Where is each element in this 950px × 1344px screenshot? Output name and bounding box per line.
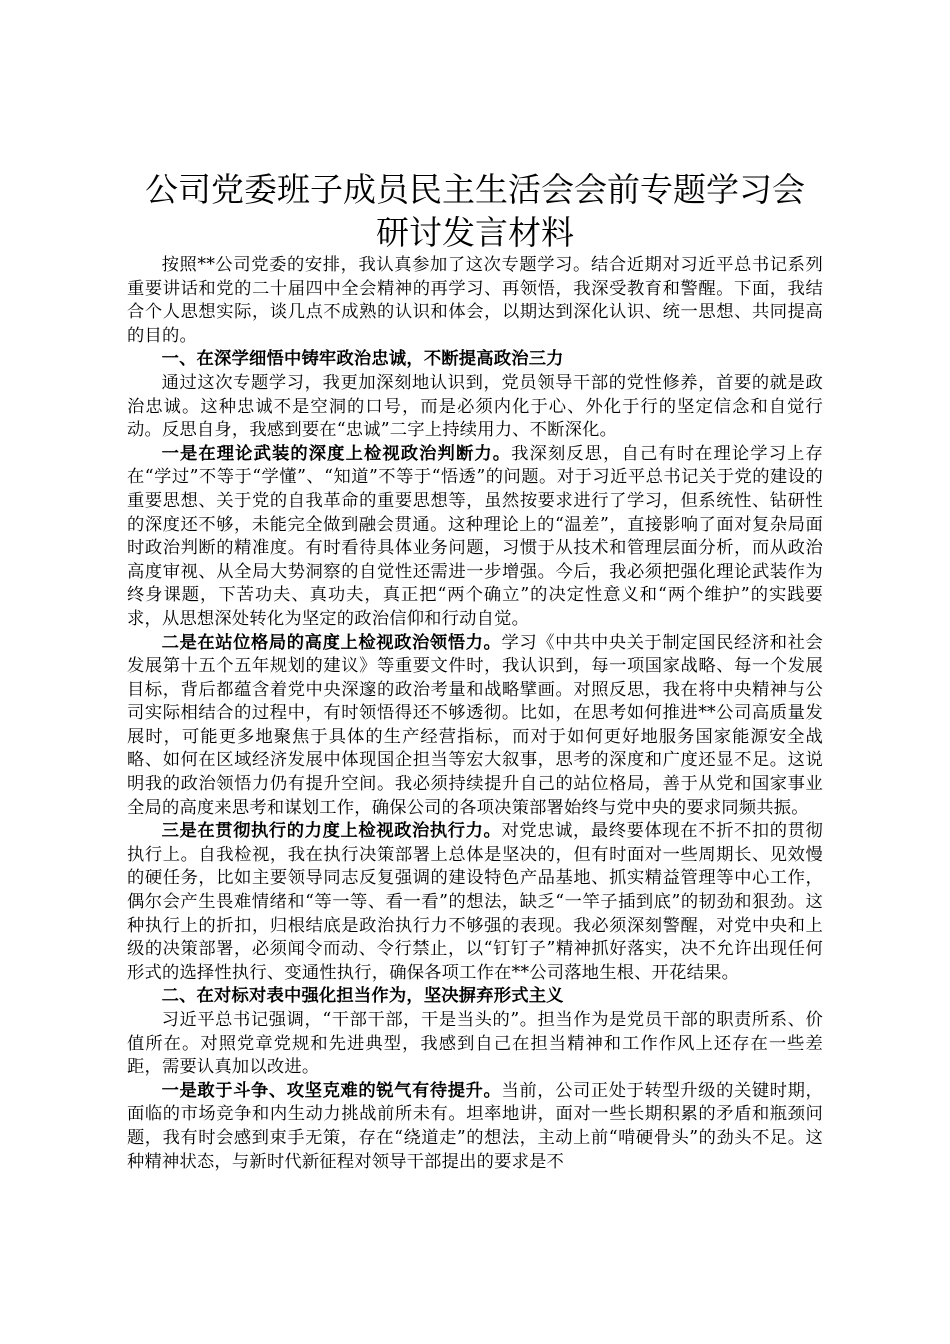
section-heading-2 (127, 985, 823, 1009)
section-heading-text: 二、在对标对表中强化担当作为，坚决摒弃形式主义 (161, 986, 564, 1007)
section-heading-text: 一、在深学细悟中铸牢政治忠诚，不断提高政治三力 (161, 349, 564, 370)
paragraph-lead: 二是在站位格局的高度上检视政治领悟力。 (161, 632, 502, 653)
title-line-2: 研讨发言材料 (376, 213, 574, 252)
paragraph-text: 通过这次专题学习，我更加深刻地认识到，党员领导干部的党性修养，首要的就是政治忠诚。这种忠诚不是空洞的口号，而是必须内化于心、外化于行的坚定信念和自觉行动。反思自身，我感到要在“忠诚”二字上持续用力、不断深化。 (127, 372, 823, 441)
paragraph-text: 习近平总书记强调，“干部干部，干是当头的”。担当作为是党员干部的职责所系、价值所在。对照党章党规和先进典型，我感到自己在担当精神和工作作风上还存在一些差距，需要认真加以改进。 (127, 1010, 823, 1078)
body-paragraph (127, 443, 823, 632)
paragraph-text: 按照**公司党委的安排，我认真参加了这次专题学习。结合近期对习近平总书记系列重要讲话和党的二十届四中全会精神的再学习、再领悟，我深受教育和警醒。下面，我结合个人思想实际，谈几点不成熟的认识和体会，以期达到深化认识、统一思想、共同提高的目的。 (127, 255, 823, 346)
document-page (127, 168, 823, 1174)
section-heading-1 (127, 348, 823, 372)
paragraph-lead: 一是敢于斗争、攻坚克难的锐气有待提升。 (161, 1080, 502, 1101)
document-title (127, 168, 823, 254)
paragraph-text: 我深刻反思，自己有时在理论学习上存在“学过”不等于“学懂”、“知道”不等于“悟透”的问题。对于习近平总书记关于党的建设的重要思想、关于党的自我革命的重要思想等，虽然按要求进行了学习，但系统性、钻研性的深度还不够，未能完全做到融会贯通。这种理论上的“温差”，直接影响了面对复杂局面时政治判断的精准度。有时看待具体业务问题，习惯于从技术和管理层面分析，而从政治高度审视、从全局大势洞察的自觉性还需进一步增强。今后，我必须把强化理论武装作为终身课题，下苦功夫、真功夫，真正把“两个确立”的决定性意义和“两个维护”的实践要求，从思想深处转化为坚定的政治信仰和行动自觉。 (127, 443, 823, 629)
paragraph-text: 当前，公司正处于转型升级的关键时期，面临的市场竞争和内生动力挑战前所未有。坦率地讲，面对一些长期积累的矛盾和瓶颈问题，我有时会感到束手无策，存在“绕道走”的想法，主动上前“啃硬骨头”的劲头不足。这种精神状态，与新时代新征程对领导干部提出的要求是不 (127, 1080, 823, 1172)
paragraph-text: 学习《中共中央关于制定国民经济和社会发展第十五个五年规划的建议》等重要文件时，我认识到，每一项国家战略、每一个发展目标，背后都蕴含着党中央深邃的政治考量和战略擘画。对照反思，我在将中央精神与公司实际相结合的过程中，有时领悟得还不够透彻。比如，在思考如何推进**公司高质量发展时，可能更多地聚焦于具体的生产经营指标，而对于如何更好地服务国家能源安全战略、如何在区域经济发展中体现国企担当等宏大叙事，思考的深度和广度还显不足。这说明我的政治领悟力仍有提升空间。我必须持续提升自己的站位格局，善于从党和国家事业全局的高度来思考和谋划工作，确保公司的各项决策部署始终与党中央的要求同频共振。 (127, 632, 823, 818)
title-line-1: 公司党委班子成员民主生活会会前专题学习会 (145, 170, 805, 209)
body-paragraph (127, 1009, 823, 1080)
paragraph-text: 对党忠诚，最终要体现在不折不扣的贯彻执行上。自我检视，我在执行决策部署上总体是坚决的，但有时面对一些周期长、见效慢的硬任务，比如主要领导同志反复强调的建设特色产品基地、抓实精益管理等中心工作，偶尔会产生畏难情绪和“等一等、看一看”的想法，缺乏“一竿子插到底”的韧劲和狠劲。这种执行上的折扣，归根结底是政治执行力不够强的表现。我必须深刻警醒，对党中央和上级的决策部署，必须闻令而动、令行禁止，以“钉钉子”精神抓好落实，决不允许出现任何形式的选择性执行、变通性执行，确保各项工作在**公司落地生根、开花结果。 (127, 821, 823, 983)
body-paragraph (127, 1080, 823, 1174)
paragraph-lead: 一是在理论武装的深度上检视政治判断力。 (161, 443, 512, 464)
body-paragraph (127, 820, 823, 985)
intro-paragraph (127, 254, 823, 348)
body-paragraph (127, 632, 823, 821)
body-paragraph (127, 372, 823, 443)
paragraph-lead: 三是在贯彻执行的力度上检视政治执行力。 (161, 821, 502, 842)
